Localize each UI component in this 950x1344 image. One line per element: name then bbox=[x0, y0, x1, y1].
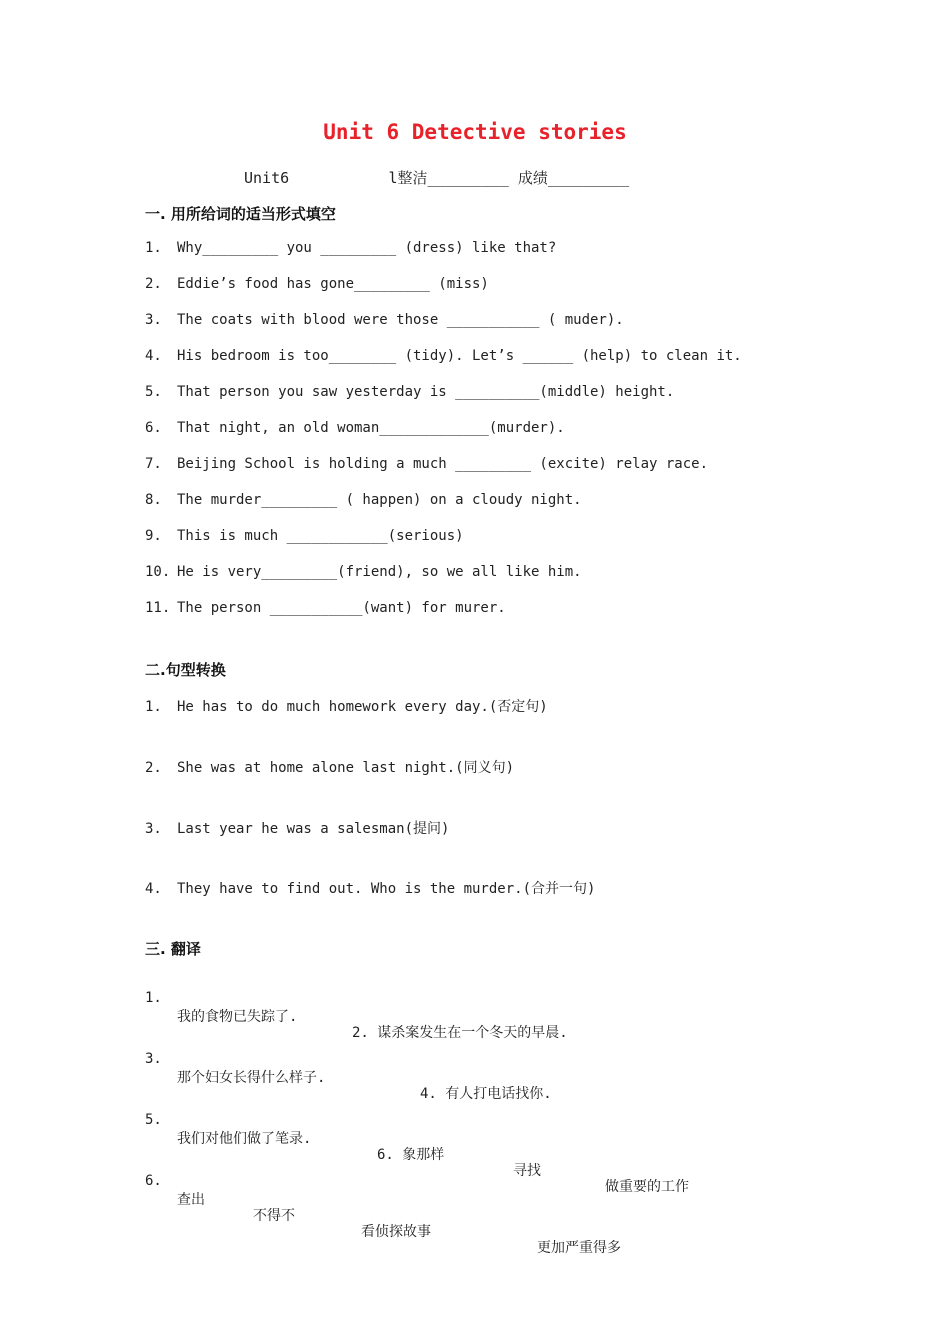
score-line: Unit6 l整洁_________ 成绩_________ bbox=[244, 169, 630, 187]
item-number: 11. bbox=[145, 600, 171, 616]
item-number: 1. bbox=[145, 699, 162, 715]
list-item bbox=[145, 600, 506, 616]
item-number: 3. bbox=[145, 1051, 162, 1067]
item-text: His bedroom is too________ (tidy). Let’s ______ (help) to clean it. bbox=[177, 348, 742, 364]
list-item bbox=[145, 492, 582, 508]
item-text: He has to do much homework every day.(否定句) bbox=[177, 699, 548, 715]
item-number: 3. bbox=[145, 312, 162, 328]
item-text: 查出 bbox=[177, 1192, 205, 1208]
list-item bbox=[145, 312, 624, 328]
item-text: 做重要的工作 bbox=[605, 1179, 689, 1195]
section3-heading: 三. 翻译 bbox=[145, 940, 201, 958]
item-text: Last year he was a salesman(提问) bbox=[177, 821, 450, 837]
item-text: They have to find out. Who is the murder.(合并一句) bbox=[177, 881, 596, 897]
list-item bbox=[145, 818, 449, 838]
item-text: The coats with blood were those ___________ ( muder). bbox=[177, 312, 624, 328]
item-number: 8. bbox=[145, 492, 162, 508]
item-text: That night, an old woman_____________(murder). bbox=[177, 420, 565, 436]
item-text: The murder_________ ( happen) on a cloudy night. bbox=[177, 492, 582, 508]
item-number: 6. bbox=[145, 1173, 162, 1189]
item-text: Beijing School is holding a much _________ (excite) relay race. bbox=[177, 456, 709, 472]
list-item bbox=[145, 276, 489, 292]
item-text: 寻找 bbox=[513, 1163, 541, 1179]
item-number: 6. bbox=[145, 420, 162, 436]
item-number: 5. bbox=[145, 1112, 162, 1128]
list-item bbox=[145, 564, 582, 580]
item-text: 看侦探故事 bbox=[361, 1224, 431, 1240]
list-item bbox=[145, 757, 514, 777]
list-item bbox=[145, 420, 565, 436]
item-number: 10. bbox=[145, 564, 171, 580]
item-text: The person ___________(want) for murer. bbox=[177, 600, 506, 616]
item-text: Why_________ you _________ (dress) like that? bbox=[177, 240, 557, 256]
item-text: 6. 象那样 bbox=[377, 1147, 445, 1163]
item-text: 我的食物已失踪了. bbox=[177, 1009, 298, 1025]
item-text: 4. 有人打电话找你. bbox=[420, 1086, 552, 1102]
item-text: 2. 谋杀案发生在一个冬天的早晨. bbox=[352, 1025, 568, 1041]
item-text: 不得不 bbox=[253, 1208, 295, 1224]
item-number: 9. bbox=[145, 528, 162, 544]
worksheet-title: Unit 6 Detective stories bbox=[323, 120, 627, 144]
item-number: 7. bbox=[145, 456, 162, 472]
item-text: She was at home alone last night.(同义句) bbox=[177, 760, 515, 776]
item-number: 2. bbox=[145, 276, 162, 292]
item-number: 4. bbox=[145, 881, 162, 897]
item-text: 那个妇女长得什么样子. bbox=[177, 1070, 326, 1086]
list-item bbox=[145, 878, 595, 898]
list-item bbox=[145, 348, 742, 364]
list-item bbox=[145, 456, 708, 472]
list-item bbox=[145, 384, 674, 400]
section2-heading: 二.句型转换 bbox=[145, 661, 226, 679]
item-number: 5. bbox=[145, 384, 162, 400]
item-text: He is very_________(friend), so we all like him. bbox=[177, 564, 582, 580]
list-item bbox=[145, 240, 556, 256]
item-text: That person you saw yesterday is __________(middle) height. bbox=[177, 384, 675, 400]
item-number: 1. bbox=[145, 240, 162, 256]
item-number: 2. bbox=[145, 760, 162, 776]
item-text: 我们对他们做了笔录. bbox=[177, 1131, 312, 1147]
item-number: 3. bbox=[145, 821, 162, 837]
section1-heading: 一. 用所给词的适当形式填空 bbox=[145, 205, 336, 223]
item-number: 4. bbox=[145, 348, 162, 364]
item-text: Eddie’s food has gone_________ (miss) bbox=[177, 276, 489, 292]
item-text: 更加严重得多 bbox=[537, 1240, 621, 1256]
item-text: This is much ____________(serious) bbox=[177, 528, 464, 544]
item-number: 1. bbox=[145, 990, 162, 1006]
list-item bbox=[145, 528, 464, 544]
list-item bbox=[145, 696, 548, 716]
